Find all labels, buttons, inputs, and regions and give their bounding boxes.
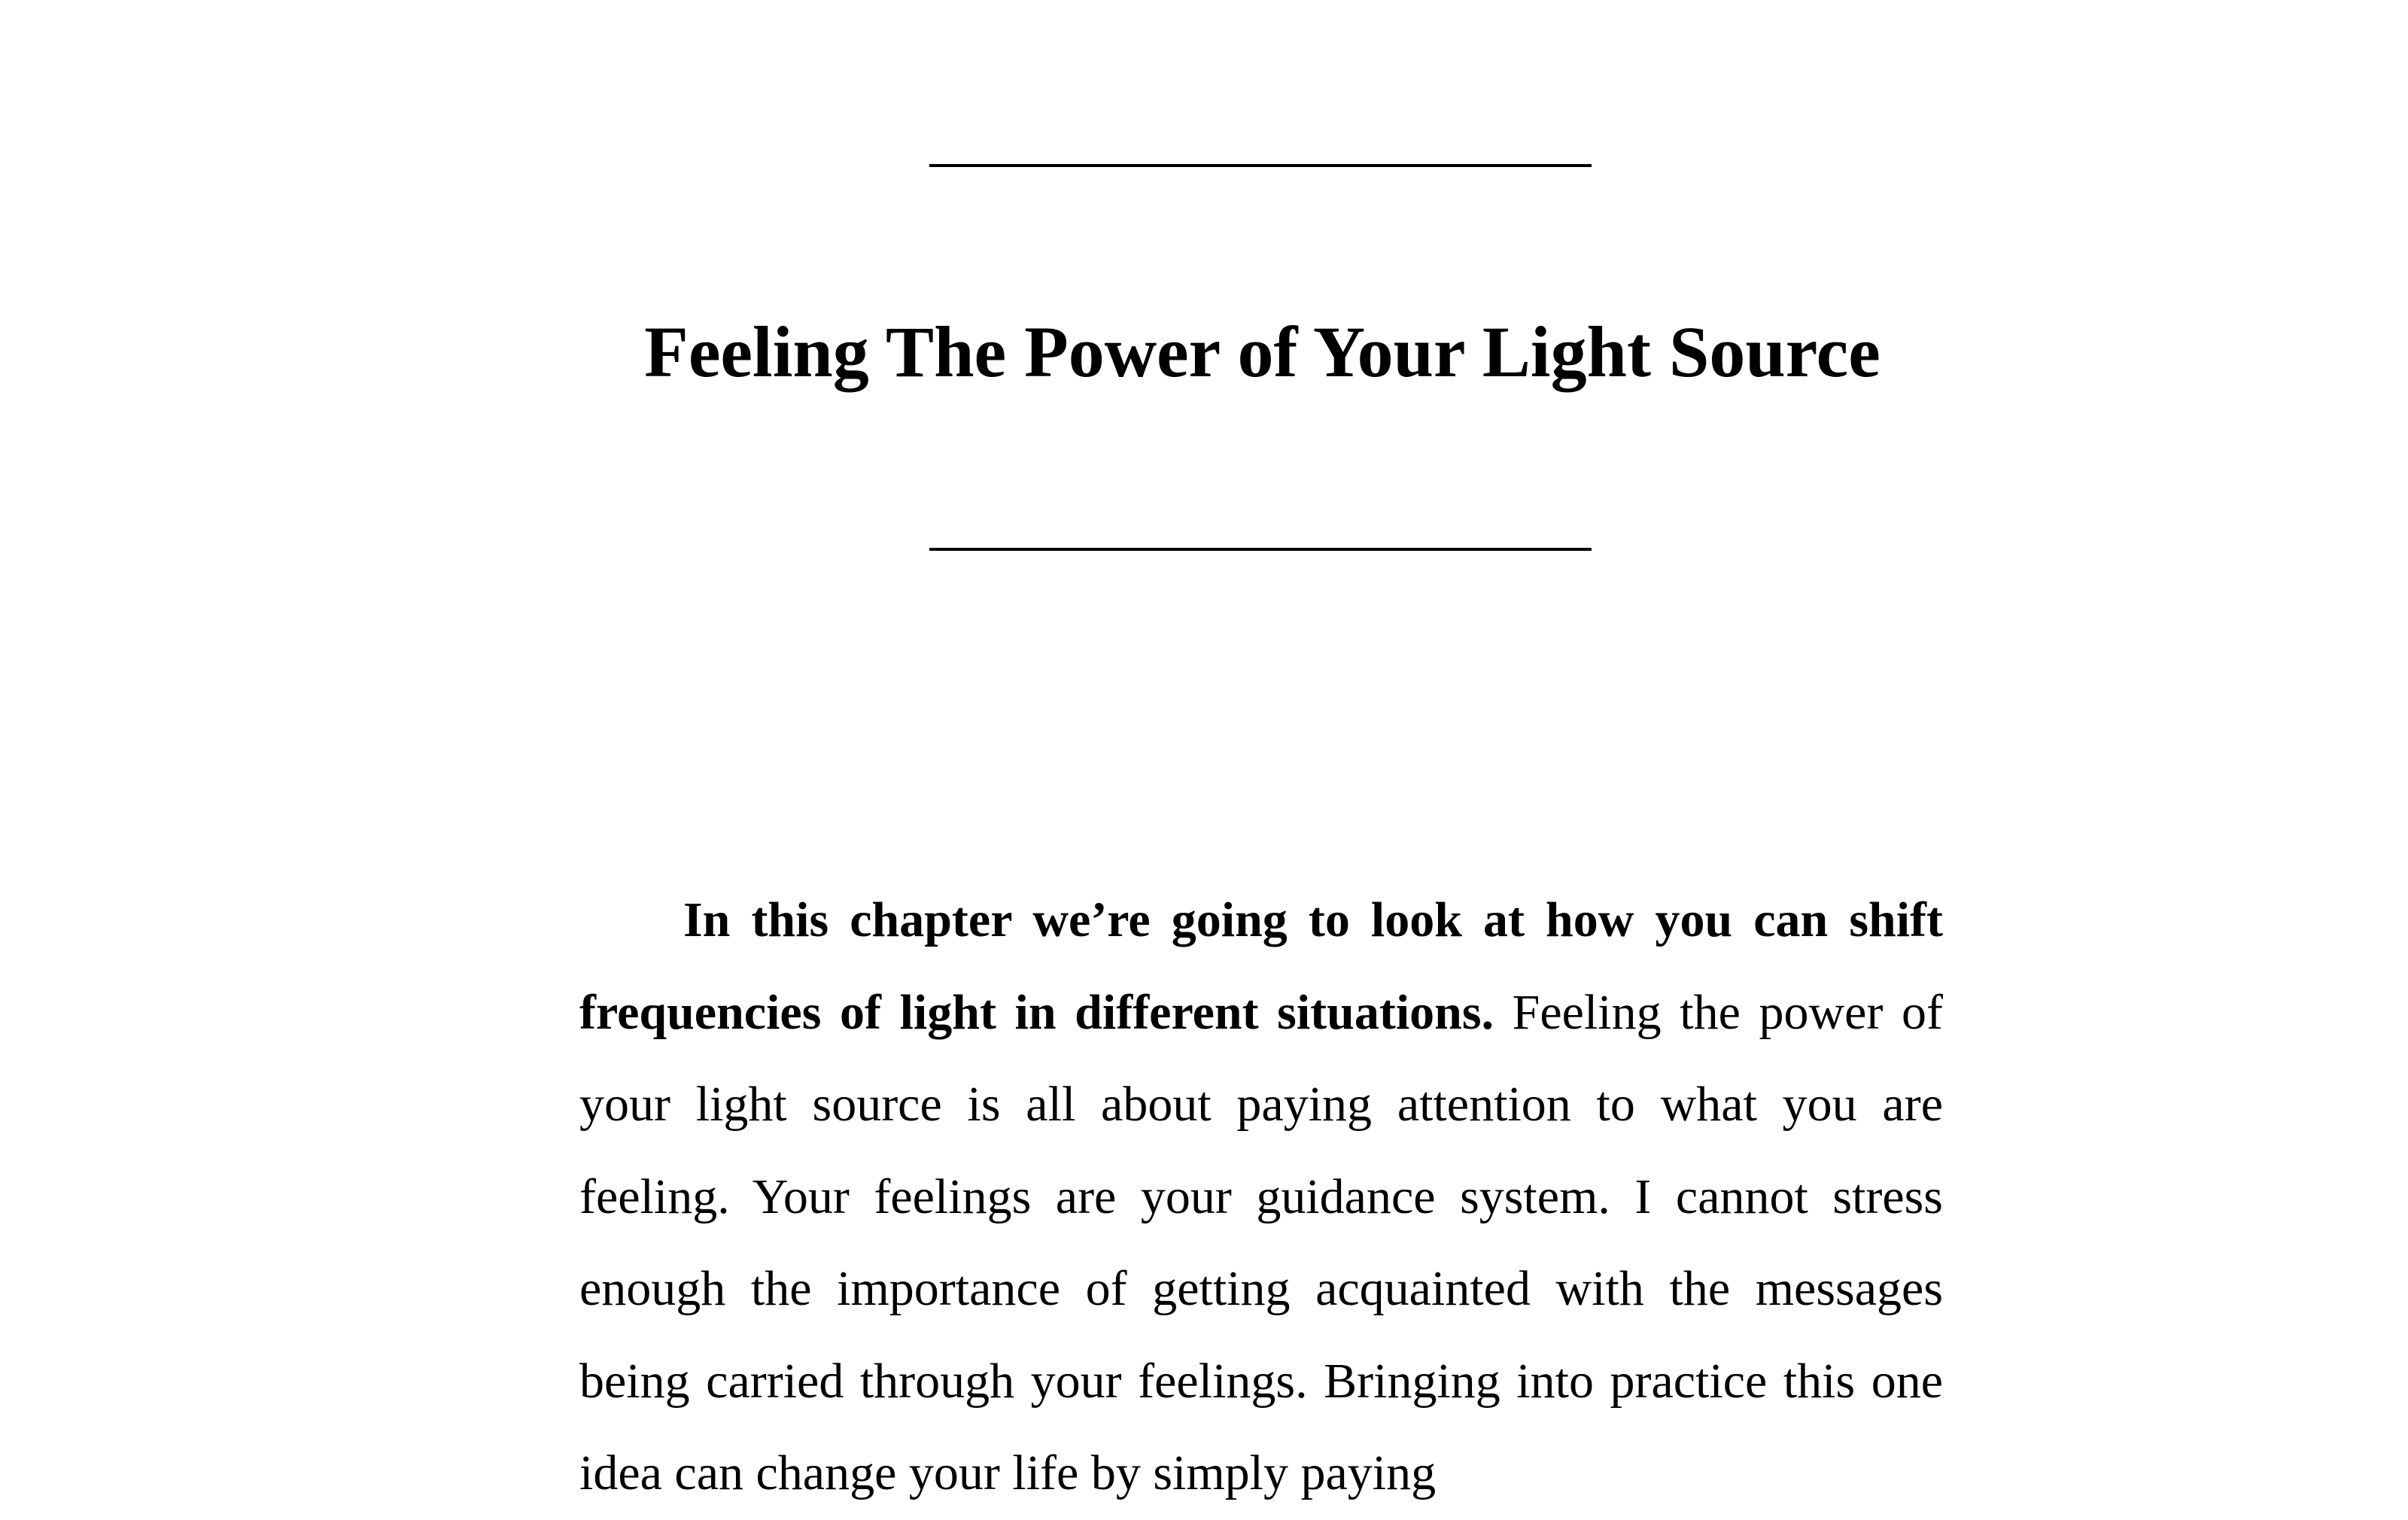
body-paragraph xyxy=(579,874,1943,1520)
top-divider-line xyxy=(929,164,1592,167)
chapter-title: Feeling The Power of Your Light Source xyxy=(644,312,1880,392)
paragraph-body-text: Feeling the power of your light source is all about paying attention to what you are feeling. Your feelings are your guidance system. I cannot stress enough the importance of getting acquainted with the messages being carried through your feelings. Bringing into practice this one idea can change your life by simply paying xyxy=(579,984,1944,1500)
paragraph-lead-bold: In this chapter we’re going to look at how you can shift frequencies of light in different situations. xyxy=(579,892,1943,1040)
bottom-divider-line xyxy=(929,548,1592,551)
